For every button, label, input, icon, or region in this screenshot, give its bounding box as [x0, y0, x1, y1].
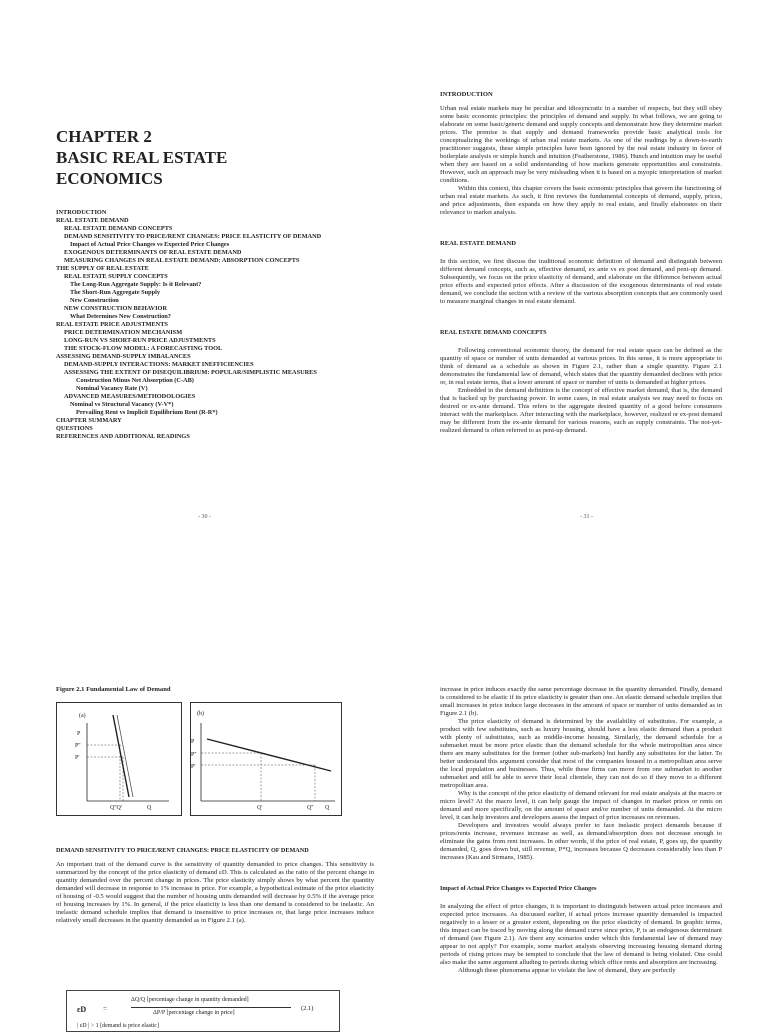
inelastic-demand-diagram — [57, 703, 181, 815]
toc-entry: REAL ESTATE PRICE ADJUSTMENTS — [56, 321, 168, 328]
axis-label-p2: P'' — [191, 752, 197, 758]
paragraph: Developers and investors would always prefer to face inelastic project demands because if prices/rents increase, revenues increase as well, as demand/absorption does not decrease enough to eliminate the gains from rent increases. In other words, if the price of real estate, P, goes up, the quantity demanded, Q, goes down but, still revenue, P*Q, increases because Q decreases considerably less than P increases (Kau and Sirmans, 1985). — [440, 822, 722, 861]
elasticity-continued-page — [440, 686, 722, 975]
paragraph: Following conventional economic theory, the demand for real estate space can be defined as the quantity of space or number of units demanded at various prices. In this sense, it is more appropriate to think of demand as a schedule as shown in Figure 2.1, rather than a single quantity. Figure 2.1 demonstrates the fundamental law of demand, which states that the quantity demanded declines with price or, in real estate terms, that a lower amount of space or number of units is demanded at higher prices. — [440, 347, 722, 386]
introduction-page — [440, 90, 722, 435]
fraction-bar — [131, 1007, 291, 1008]
paragraph: In analyzing the effect of price changes, it is important to distinguish between actual price increases and expected price increases. As discussed earlier, if actual prices increase quantity demanded is impacted negatively to a lesser or a greater extent, depending on the price elasticity of demand. In graphic terms, this impact can be traced by moving along the demand curve since price, P, is an endogenous determinant of demand (see Figure 2.1). Are there any scenarios under which this fundamental law of demand may appear to not apply? For example, some market analysts observing increasing housing demand during periods of rising prices may be tempted to conclude that the law of demand is being violated. One could also make the same argument alluding to periods during which office rents and absorption are increasing. — [440, 903, 722, 966]
toc-entry: REAL ESTATE DEMAND — [56, 217, 129, 224]
toc-entry: LONG-RUN VS SHORT-RUN PRICE ADJUSTMENTS — [64, 337, 216, 344]
figure-block — [56, 686, 374, 701]
toc-entry: Nominal Vacancy Rate (V) — [76, 385, 148, 392]
toc-entry: ASSESSING DEMAND-SUPPLY IMBALANCES — [56, 353, 191, 360]
subsection-heading: Impact of Actual Price Changes vs Expected Price Changes — [440, 885, 597, 892]
demand-curve — [117, 715, 133, 797]
figure-title: Figure 2.1 Fundamental Law of Demand — [56, 686, 171, 693]
section-heading: REAL ESTATE DEMAND — [440, 240, 516, 247]
toc-entry: REFERENCES AND ADDITIONAL READINGS — [56, 433, 190, 440]
axis-label-q2: Q'' — [307, 805, 314, 811]
toc-entry: The Long-Run Aggregate Supply: Is it Relevant? — [70, 281, 202, 288]
toc-entry: New Construction — [70, 297, 119, 304]
toc-entry: THE SUPPLY OF REAL ESTATE — [56, 265, 149, 272]
toc-entry: CHAPTER SUMMARY — [56, 417, 122, 424]
chapter-title-page — [56, 90, 396, 441]
chapter-title-line: CHAPTER 2 — [56, 127, 152, 146]
chapter-title-line: BASIC REAL ESTATE — [56, 148, 228, 167]
paragraph: Embedded in the demand definition is the concept of effective market demand, that is, the demand that is backed up by purchasing power. In some cases, in real estate analysis we may need to focus on desired or ex-ante demand. This refers to the aggregate desired quantity of a good before consumers interact with the marketplace. After interacting with the marketplace, however, realized or ex-post demand may be different from the ex-ante demand for various reasons, such as supply constraints. The not-yet-realized demand is often referred to as pent-up demand. — [440, 387, 722, 434]
formula-numerator: ΔQ/Q [percentage change in quantity demanded] — [131, 997, 249, 1003]
paragraph: Within this context, this chapter covers the basic economic principles that govern the functioning of urban real estate markets. As such, it first reviews the fundamental concepts of demand, supply, prices, and price adjustments, then expands on how they apply to real estate, and finally elaborates on their relevance to market analysis. — [440, 185, 722, 216]
subsection-heading: REAL ESTATE DEMAND CONCEPTS — [440, 329, 547, 336]
toc-entry: ASSESSING THE EXTENT OF DISEQUILIBRIUM: POPULAR/SIMPLISTIC MEASURES — [64, 369, 317, 376]
figure-panel-a — [56, 702, 182, 816]
section-heading: INTRODUCTION — [440, 91, 493, 98]
chapter-title-line: ECONOMICS — [56, 169, 163, 188]
toc-entry: PRICE DETERMINATION MECHANISM — [64, 329, 183, 336]
elasticity-formula-box — [66, 990, 340, 1032]
axis-label-p1: P' — [191, 764, 196, 770]
toc-entry: What Determines New Construction? — [70, 313, 171, 320]
toc-entry: DEMAND SENSITIVITY TO PRICE/RENT CHANGES: PRICE ELASTICITY OF DEMAND — [64, 233, 322, 240]
toc-entry: REAL ESTATE SUPPLY CONCEPTS — [64, 273, 168, 280]
chapter-title — [56, 126, 396, 189]
toc-entry: NEW CONSTRUCTION BEHAVIOR — [64, 305, 167, 312]
demand-curve — [113, 715, 129, 797]
paragraph: The price elasticity of demand is determined by the availability of substitutes. For example, a product with few substitutes, such as luxury housing, should have a less elastic demand than a product with plenty of substitutes, such as middle-income housing. Similarly, the demand schedule for a submarket must be more price elastic than the demand schedule for the whole metropolitan area since there are many substitutes for the former (other sub-markets) but hardly any substitutes for the latter. To better understand this argument consider that most of the companies housed in a metropolitan area serve the local population and businesses. Thus, while these firms can move from one submarket to another submarket and still be able to serve their local clientele, they can not do so if they move to a different metropolitan area. — [440, 718, 722, 789]
axis-label-p1: P' — [75, 755, 80, 761]
toc-entry: REAL ESTATE DEMAND CONCEPTS — [64, 225, 173, 232]
demand-curve — [207, 739, 331, 771]
axis-label-p2: P'' — [75, 743, 81, 749]
panel-label: (a) — [79, 713, 86, 719]
paragraph: An important trait of the demand curve is the sensitivity of quantity demanded to price changes. This sensitivity is summarized by the concept of the price elasticity of demand εD. This is calculated as the ratio of the percent change in quantity demanded over the percent change in prices. The price elasticity simply shows by what percent the quantity demanded will decrease in response to 1% increase in price. For example, a hypothetical estimate of the price elasticity of housing of -0.5 would suggest that the number of housing units demanded will decrease by 0.5% if the average price of housing increases by 1%. In general, if the price elasticity is less than one demand is considered to be inelastic. An inelastic demand schedule implies that demand is insensitive to price increases or, that large price increases induce relatively small decreases in the quantity demanded as in Figure 2.1 (a). — [56, 861, 374, 924]
toc-entry: Impact of Actual Price Changes vs Expected Price Changes — [70, 241, 230, 248]
toc-entry: The Short-Run Aggregate Supply — [70, 289, 160, 296]
toc-entry: INTRODUCTION — [56, 209, 107, 216]
axis-label-p: P — [191, 739, 195, 745]
paragraph: Why is the concept of the price elasticity of demand relevant for real estate analysis at the macro or micro level? At the macro level, it can help gauge the impact of changes in market prices or rents on demand and more specifically, on the amount of space and/or number of units demanded. At the micro level, it can help investors and developers assess the impact of price increases on revenues. — [440, 790, 722, 821]
axis-label-q: Q — [325, 805, 330, 811]
toc-entry: Construction Minus Net Absorption (C-AB) — [76, 377, 194, 384]
toc-entry: QUESTIONS — [56, 425, 93, 432]
page-number: - 31 - — [580, 514, 593, 520]
page-number: - 30 - — [198, 514, 211, 520]
elasticity-section — [56, 846, 374, 925]
axis-label-q: Q — [147, 805, 152, 811]
panel-label: (b) — [197, 711, 204, 717]
toc-entry: DEMAND-SUPPLY INTERACTIONS: MARKET INEFFICIENCIES — [64, 361, 254, 368]
formula-denominator: ΔP/P [percentage change in price] — [153, 1010, 235, 1016]
elastic-demand-diagram — [191, 703, 341, 815]
paragraph: increase in price induces exactly the same percentage decrease in the quantity demanded. Finally, demand is considered to be elastic if its price elasticity is greater than one. An elastic demand schedule implies that small increases in price induce large decreases in the amount of space or number of units demanded as in Figure 2.1 (b). — [440, 686, 722, 717]
paragraph: Urban real estate markets may be peculiar and idiosyncratic in a number of respects, but they still obey some basic economic principles: the principles of demand and supply. In what follows, we are going to elaborate on some basic/generic demand and supply concepts and demonstrate how they determine market prices. The premise is that supply and demand frameworks provide basic analytical tools for conceptualizing the workings of urban real estate markets. As one of the readings by a down-to-earth practitioner suggests, these simple principles have been ignored by the real estate industry in favor of boilerplate analysis or simple hunch and intuition (Featherstone, 1986). Hunch and intuition may be useful when they are based on a solid understanding of how markets generate opportunities and constraints. However, such an approach may be very misleading when it is based on a myopic interpretation of market conditions. — [440, 105, 722, 184]
toc-entry: THE STOCK-FLOW MODEL: A FORECASTING TOOL — [64, 345, 223, 352]
axis-label-q-pair: Q''Q' — [110, 805, 122, 811]
formula-symbol: εD — [77, 1005, 87, 1014]
paragraph: Although these phenomena appear to violate the law of demand, they are perfectly — [458, 967, 676, 974]
toc-entry: Prevailing Rent vs Implicit Equilibrium Rent (R-R*) — [76, 409, 218, 416]
formula-equals: = — [103, 1005, 107, 1013]
paragraph: In this section, we first discuss the traditional economic definition of demand and distinguish between different demand concepts, such as, effective demand, ex ante vs ex post demand, and pent-up demand. Subsequently, we focus on the price elasticity of demand, and elaborate on the difference between actual price effects and expected price effects. After a discussion of the exogenous determinants of real estate demand, we conclude the section with a review of the various absorption concepts that are commonly used to measure marginal changes in real estate demand. — [440, 258, 722, 305]
toc-entry: ADVANCED MEASURES/METHODOLOGIES — [64, 393, 196, 400]
equation-number: (2.1) — [301, 1005, 314, 1012]
axis-label-p: P — [77, 731, 81, 737]
axis-label-q1: Q' — [257, 805, 263, 811]
figure-panel-b — [190, 702, 342, 816]
section-heading: DEMAND SENSITIVITY TO PRICE/RENT CHANGES: PRICE ELASTICITY OF DEMAND — [56, 847, 309, 854]
toc-entry: EXOGENOUS DETERMINANTS OF REAL ESTATE DEMAND — [64, 249, 242, 256]
formula-condition: | εD | > 1 [demand is price elastic] — [77, 1023, 159, 1029]
toc-entry: Nominal vs Structural Vacancy (V-V*) — [70, 401, 174, 408]
table-of-contents — [56, 209, 396, 441]
toc-entry: MEASURING CHANGES IN REAL ESTATE DEMAND: ABSORPTION CONCEPTS — [64, 257, 300, 264]
